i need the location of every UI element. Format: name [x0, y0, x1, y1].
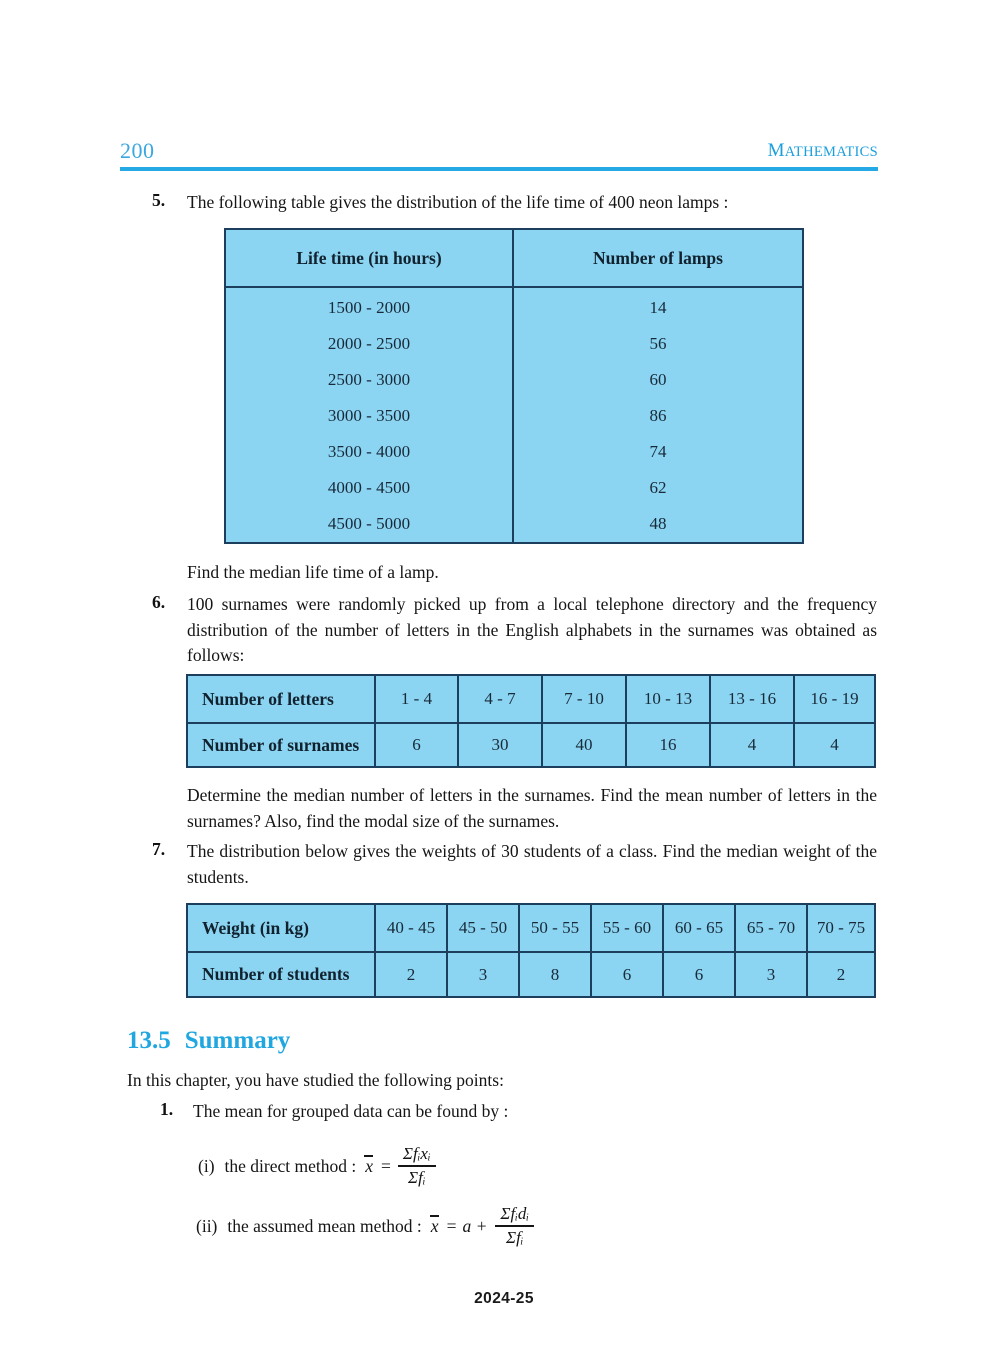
table-weights-label-1: Number of students — [202, 964, 350, 984]
summary-intro: In this chapter, you have studied the following points: — [127, 1070, 504, 1090]
table-weights-class-0: 40 - 45 — [386, 918, 436, 937]
table-surnames-class-4: 13 - 16 — [727, 689, 777, 708]
running-head — [768, 140, 878, 162]
formula-assumed-marker: (ii) — [196, 1216, 218, 1237]
formula-assumed-denominator: Σfᵢ — [505, 1227, 524, 1247]
table-lamps-row-0-class: 1500 - 2000 — [327, 298, 411, 317]
formula-direct-numerator: Σfᵢxᵢ — [402, 1144, 431, 1163]
table-weights-class-1: 45 - 50 — [458, 918, 508, 937]
table-lamps-header-rule — [226, 286, 802, 288]
formula-direct-method — [198, 1145, 438, 1189]
formula-direct-marker: (i) — [198, 1156, 215, 1177]
running-head-rest: ATHEMATICS — [784, 144, 878, 160]
formula-assumed-prefix: a + — [462, 1216, 488, 1237]
header-rule — [120, 167, 878, 171]
table-lamps-header-1: Number of lamps — [593, 247, 723, 268]
table-lamps-row-4-value: 74 — [649, 442, 667, 461]
summary-section-heading — [127, 1027, 290, 1055]
formula-direct-fraction — [398, 1144, 436, 1188]
table-surnames-class-1: 4 - 7 — [484, 689, 516, 708]
table-surnames-freq-2: 40 — [575, 735, 593, 754]
table-lamps-row-3-value: 86 — [649, 406, 667, 425]
table-lamps-row-1-value: 56 — [649, 334, 667, 353]
table-surnames-label-0: Number of letters — [202, 688, 334, 709]
table-weights-freq-0: 2 — [406, 964, 416, 984]
formula-assumed-fraction — [495, 1204, 534, 1248]
table-weights-class-2: 50 - 55 — [530, 918, 580, 937]
formula-assumed-mean-method — [196, 1205, 536, 1249]
table-lamps-row-0-value: 14 — [649, 298, 667, 317]
table-surnames-class-2: 7 - 10 — [564, 689, 604, 708]
table-surnames-class-3: 10 - 13 — [643, 689, 693, 708]
formula-direct-label: the direct method : — [224, 1156, 357, 1177]
table-weights-freq-3: 6 — [622, 964, 632, 984]
running-head-initial: M — [767, 140, 785, 161]
table-surnames-freq-5: 4 — [830, 735, 839, 754]
table-lamps-row-6-class: 4500 - 5000 — [327, 514, 411, 533]
table-lamps-row-2-value: 60 — [649, 370, 667, 389]
table-surnames-class-0: 1 - 4 — [400, 689, 433, 708]
summary-section-number: 13.5 — [127, 1027, 171, 1054]
formula-assumed-lhs: x — [430, 1216, 439, 1237]
question-5-text: The following table gives the distribution of the life time of 400 neon lamps : — [187, 192, 729, 212]
table-weights-class-4: 60 - 65 — [674, 918, 724, 937]
question-6-number: 6. — [152, 592, 166, 612]
table-surnames-freq-3: 16 — [659, 735, 677, 754]
table-lamps-row-2-class: 2500 - 3000 — [327, 370, 411, 389]
page-number: 200 — [120, 138, 155, 163]
table-lamps-row-4-class: 3500 - 4000 — [327, 442, 411, 461]
table-weights — [186, 903, 876, 998]
question-6-text: 100 surnames were randomly picked up from a local telephone directory and the frequency distribution of the number of letters in the English alphabets in the surnames was obtained as follows: — [187, 594, 877, 665]
table-surnames-freq-0: 6 — [412, 735, 421, 754]
summary-section-title: Summary — [184, 1027, 291, 1054]
formula-assumed-label: the assumed mean method : — [227, 1216, 422, 1237]
table-weights-freq-5: 3 — [766, 964, 776, 984]
formula-direct-equals: = — [381, 1156, 391, 1177]
table-lamps-row-3-class: 3000 - 3500 — [327, 406, 411, 425]
table-weights-class-3: 55 - 60 — [602, 918, 652, 937]
table-surnames-class-5: 16 - 19 — [810, 689, 859, 708]
formula-assumed-equals: = — [446, 1216, 457, 1237]
summary-point-1-text: The mean for grouped data can be found by : — [193, 1101, 509, 1121]
formula-direct-lhs: x — [365, 1156, 374, 1177]
table-lamps-row-1-class: 2000 - 2500 — [327, 334, 411, 353]
table-surnames — [186, 674, 876, 768]
table-lamps-header-0: Life time (in hours) — [296, 247, 442, 268]
question-7-text: The distribution below gives the weights of 30 students of a class. Find the median weight of the students. — [187, 841, 877, 887]
formula-direct-denominator: Σfᵢ — [408, 1167, 426, 1187]
formula-assumed-numerator: Σfᵢdᵢ — [500, 1204, 530, 1223]
table-weights-freq-1: 3 — [478, 964, 488, 984]
table-lamps-row-5-value: 62 — [649, 478, 667, 497]
question-7-number: 7. — [152, 839, 166, 859]
question-5-followup: Find the median life time of a lamp. — [187, 562, 439, 582]
table-lamps — [224, 228, 804, 544]
table-weights-freq-6: 2 — [836, 964, 846, 984]
table-weights-freq-2: 8 — [550, 964, 560, 984]
question-5-number: 5. — [152, 190, 166, 210]
page-footer: 2024-25 — [474, 1290, 534, 1307]
summary-point-1-number: 1. — [160, 1099, 174, 1119]
table-weights-class-6: 70 - 75 — [816, 918, 866, 937]
table-weights-freq-4: 6 — [694, 964, 704, 984]
table-surnames-label-1: Number of surnames — [202, 734, 360, 755]
table-weights-label-0: Weight (in kg) — [202, 917, 309, 938]
table-surnames-freq-1: 30 — [491, 735, 509, 754]
table-lamps-row-5-class: 4000 - 4500 — [327, 478, 411, 497]
question-6-followup: Determine the median number of letters in the surnames. Find the mean number of letters in the surnames? Also, find the modal size of the surnames. — [187, 785, 877, 831]
table-weights-class-5: 65 - 70 — [746, 918, 796, 937]
table-lamps-row-6-value: 48 — [649, 514, 667, 533]
table-surnames-freq-4: 4 — [747, 735, 757, 754]
